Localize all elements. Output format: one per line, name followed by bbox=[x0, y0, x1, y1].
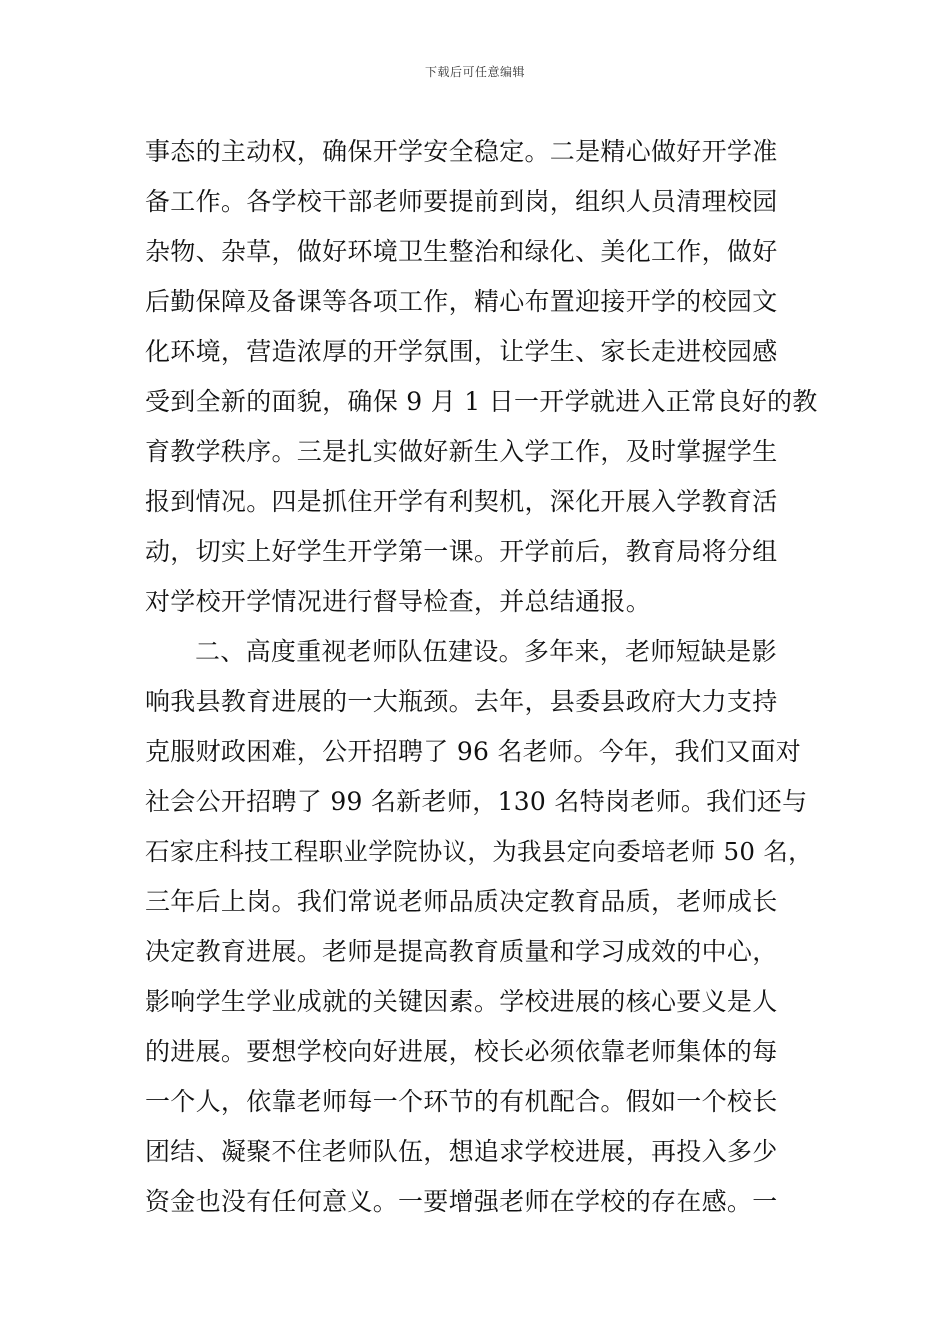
document-body bbox=[145, 127, 825, 1227]
text-line-20: 一个人，依靠老师每一个环节的有机配合。假如一个校长 bbox=[145, 1087, 778, 1116]
text-line-10: 对学校开学情况进行督导检查，并总结通报。 bbox=[145, 587, 652, 616]
text-line-5: 化环境，营造浓厚的开学氛围，让学生、家长走进校园感 bbox=[145, 337, 778, 366]
text-line-4: 后勤保障及备课等各项工作，精心布置迎接开学的校园文 bbox=[145, 287, 778, 316]
text-line-13: 克服财政困难，公开招聘了 96 名老师。今年，我们又面对 bbox=[145, 737, 802, 766]
text-line-8: 报到情况。四是抓住开学有利契机，深化开展入学教育活 bbox=[145, 487, 778, 516]
text-line-7: 育教学秩序。三是扎实做好新生入学工作，及时掌握学生 bbox=[145, 437, 778, 466]
text-line-3: 杂物、杂草，做好环境卫生整治和绿化、美化工作，做好 bbox=[145, 237, 778, 266]
text-line-16: 三年后上岗。我们常说老师品质决定教育品质，老师成长 bbox=[145, 887, 778, 916]
text-line-17: 决定教育进展。老师是提高教育质量和学习成效的中心， bbox=[145, 937, 778, 966]
text-line-11: 二、高度重视老师队伍建设。多年来，老师短缺是影 bbox=[195, 637, 777, 666]
text-line-14: 社会公开招聘了 99 名新老师，130 名特岗老师。我们还与 bbox=[145, 787, 808, 816]
text-line-2: 备工作。各学校干部老师要提前到岗，组织人员清理校园 bbox=[145, 187, 778, 216]
text-line-6: 受到全新的面貌，确保 9 月 1 日一开学就进入正常良好的教 bbox=[145, 387, 818, 416]
text-line-22: 资金也没有任何意义。一要增强老师在学校的存在感。一 bbox=[145, 1187, 778, 1216]
text-line-19: 的进展。要想学校向好进展，校长必须依靠老师集体的每 bbox=[145, 1037, 778, 1066]
text-line-12: 响我县教育进展的一大瓶颈。去年，县委县政府大力支持 bbox=[145, 687, 778, 716]
text-line-21: 团结、凝聚不住老师队伍，想追求学校进展，再投入多少 bbox=[145, 1137, 778, 1166]
page-header: 下载后可任意编辑 bbox=[424, 65, 525, 79]
text-line-15: 石家庄科技工程职业学院协议，为我县定向委培老师 50 名， bbox=[145, 837, 813, 866]
text-line-9: 动，切实上好学生开学第一课。开学前后，教育局将分组 bbox=[145, 537, 778, 566]
text-line-1: 事态的主动权，确保开学安全稳定。二是精心做好开学准 bbox=[145, 137, 778, 166]
text-line-18: 影响学生学业成就的关键因素。学校进展的核心要义是人 bbox=[145, 987, 778, 1016]
